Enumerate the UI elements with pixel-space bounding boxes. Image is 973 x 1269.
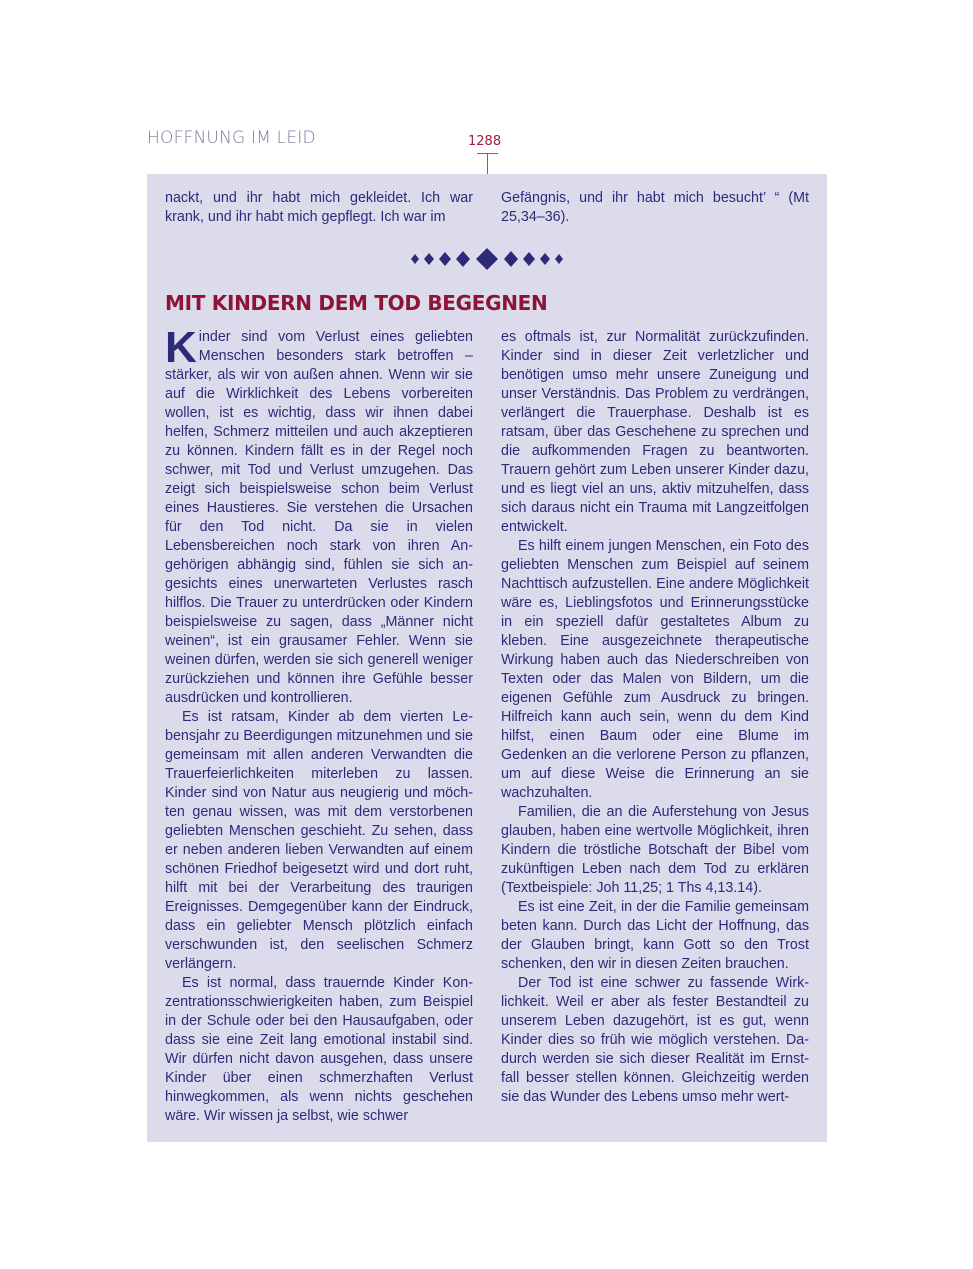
paragraph: Es hilft einem jungen Menschen, ein Foto des geliebten Menschen zum Beispiel auf seinem Nachttisch aufzustellen. Eine andere Möglichkeit wäre es, Lieblingsfotos und Erinnerungsstücke in ein speziell dafür gestaltetes Album zu kleben. Eine ausgezeichnete therapeutische Wirkung haben auch das Niederschreiben von Texten oder das Malen von Bildern, um die eigenen Gefühle zum Ausdruck zu bringen. Hilfreich kann auch sein, wenn du dem Kind hilfst, einen Baum oder eine Blume im Gedenken an die verlorene Person zu pflanzen, um auf diese Weise die Erinnerung an sie wachzuhalten. bbox=[501, 538, 809, 801]
page-number: 1288 bbox=[468, 134, 502, 149]
top-passage-left-text: nackt, und ihr habt mich gekleidet. Ich war krank, und ihr habt mich gepflegt. Ich war im bbox=[165, 190, 473, 225]
paragraph: Es ist eine Zeit, in der die Familie gemeinsam beten kann. Durch das Licht der Hoffnung, das der Glauben bringt, kann Gott so den Trost schenken, den wir in diesen Zeiten brauchen. bbox=[501, 899, 809, 972]
paragraph bbox=[165, 323, 473, 708]
paragraph: Der Tod ist eine schwer zu fassende Wirklichkeit. Weil er aber als fester Bestandteil zu unserem Leben dazugehört, ist es gut, wenn Kinder dies so früh wie möglich verstehen. Dadurch werden sie sich dieser Realität im Ernstfall besser stellen können. Gleichzeitig werden sie das Wunder des Lebens umso mehr wert- bbox=[501, 975, 809, 1105]
paragraph: Es ist normal, dass trauernde Kinder Konzentrationsschwierigkeiten haben, zum Beispiel in der Schule oder bei den Hausaufgaben, oder dass sie eine Zeit lang emotional instabil sind. Wir dürfen nicht davon ausgehen, dass unsere Kinder über einen schmerzhaften Verlust hinwegkommen, als wenn nichts geschehen wäre. Wir wissen ja selbst, wie schwer bbox=[165, 975, 473, 1124]
paragraph: Es ist ratsam, Kinder ab dem vierten Lebensjahr zu Beerdigungen mitzunehmen und sie gemeinsam mit allen anderen Verwandten die Trauerfeierlichkeiten miterleben zu lassen. Kinder sind von Natur aus neugierig und möchten genau wissen, was mit dem verstorbenen geliebten Menschen geschieht. Zu sehen, dass er neben anderen lieben Verwandten auf einem schönen Friedhof beigesetzt wird und dort ruht, hilft mit bei der Verarbeitung des traurigen Ereignisses. Demgegenüber kann der Eindruck, dass ein geliebter Mensch plötzlich einfach verschwunden ist, den seelischen Schmerz verlängern. bbox=[165, 709, 473, 972]
paragraph: Familien, die an die Auferstehung von Jesus glauben, haben eine wertvolle Möglichkeit, ihren Kindern die tröstliche Botschaft der Bibel vom zukünftigen Leben nach dem Tod zu erklären (Textbeispiele: Joh 11,25; 1 Ths 4,13.14). bbox=[501, 804, 809, 896]
paragraph-text: inder sind vom Verlust eines geliebten Menschen besonders stark betroffen – stärker, als wir von außen ahnen. Wenn wir sie auf die Wirklichkeit des Lebens vorbereiten wollen, ist es wichtig, dass wir ihnen dabei helfen, Schmerz mitteilen und auch akzeptieren zu können. Kindern fällt es in der Regel noch schwer, mit Tod und Verlust umzugehen. Das zeigt sich beispielsweise schon beim Verlust eines Haustieres. Sie verstehen die Ursachen für den Tod nicht. Da sie in vielen Lebensbereichen noch stark von ihren Angehörigen abhängig sind, fühlen sie sich angesichts eines unerwarteten Verlustes rasch hilflos. Die Trauer zu unterdrücken oder Kindern beispielsweise zu sagen, dass „Männer nicht weinen“, ist ein grausamer Fehler. Wenn sie weinen dürfen, werden sie sich generell weniger zurückziehen und können ihre Gefühle besser ausdrücken und kontrollieren. bbox=[165, 329, 473, 706]
top-passage-right-text: Gefängnis, und ihr habt mich besucht’ “ (Mt 25,34–36). bbox=[501, 190, 809, 225]
top-passage-left bbox=[165, 189, 473, 227]
drop-cap: K bbox=[165, 323, 197, 372]
main-column-right bbox=[501, 328, 809, 1107]
top-passage-right bbox=[501, 189, 809, 227]
main-column-left bbox=[165, 323, 473, 1126]
diamond-ornament-divider bbox=[405, 246, 570, 272]
page-number-stem bbox=[487, 153, 488, 174]
section-heading: MIT KINDERN DEM TOD BEGEGNEN bbox=[165, 291, 548, 315]
running-head: HOFFNUNG IM LEID bbox=[147, 128, 316, 148]
paragraph: es oftmals ist, zur Normalität zurückzufinden. Kinder sind in dieser Zeit verletzlicher und benötigen umso mehr unsere Zuneigung und unser Verständnis. Das Problem zu verdrängen, verlängert die Trauerphase. Deshalb ist es ratsam, über das Geschehene zu sprechen und die aufkommenden Fragen zu beantworten. Trauern gehört zum Leben unserer Kinder dazu, und es liegt viel an uns, aktiv mitzuhelfen, dass sich daraus nicht ein Trauma mit Langzeitfolgen entwickelt. bbox=[501, 329, 809, 535]
